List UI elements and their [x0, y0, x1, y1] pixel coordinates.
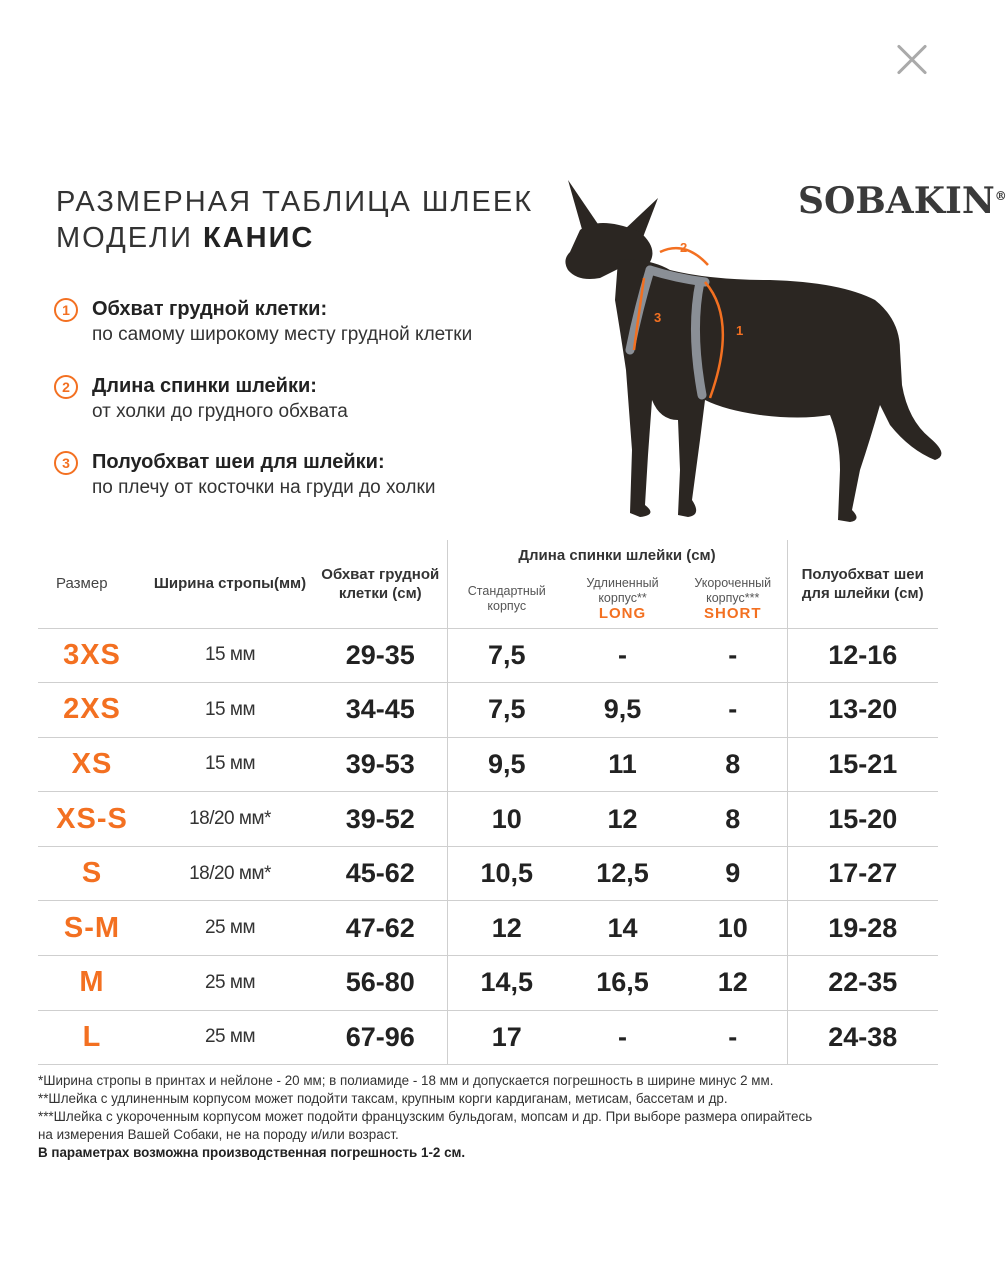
dog-illustration [540, 170, 970, 540]
cell-strap: 25 мм [146, 1010, 314, 1065]
measure-title: Полуобхват шеи для шлейки: [92, 451, 385, 473]
brand-logo: SOBAKIN® [798, 180, 1007, 222]
cell-short: - [679, 683, 787, 738]
footnote-short-cont: на измерения Вашей Собаки, не на породу и/или возраст. [38, 1127, 399, 1142]
cell-size: 3XS [38, 628, 146, 683]
header-strap: Ширина стропы(мм) [153, 575, 307, 593]
table-row [38, 956, 938, 1011]
measure-item-back [54, 373, 534, 425]
model-name: КАНИС [203, 222, 315, 254]
cell-size: S-M [38, 901, 146, 956]
cell-strap: 18/20 мм* [146, 792, 314, 847]
measure-number: 3 [54, 451, 78, 475]
cell-chest: 47-62 [314, 901, 447, 956]
cell-short: - [679, 1010, 787, 1065]
measure-item-neck [54, 449, 534, 501]
cell-standard: 14,5 [447, 956, 566, 1011]
cell-short: 12 [679, 956, 787, 1011]
cell-neck: 24-38 [787, 1010, 938, 1065]
cell-size: M [38, 956, 146, 1011]
dog-mark-3: 3 [654, 310, 662, 325]
cell-long: 12,5 [566, 846, 679, 901]
table-row [38, 628, 938, 683]
cell-strap: 25 мм [146, 956, 314, 1011]
header-standard: Стандартный корпус [447, 570, 566, 628]
cell-short: - [679, 628, 787, 683]
cell-chest: 67-96 [314, 1010, 447, 1065]
cell-short: 10 [679, 901, 787, 956]
cell-chest: 34-45 [314, 683, 447, 738]
cell-short: 8 [679, 737, 787, 792]
cell-long: 16,5 [566, 956, 679, 1011]
measure-number: 1 [54, 298, 78, 322]
header-chest: Обхват грудной клетки (см) [321, 565, 440, 602]
table-row [38, 846, 938, 901]
cell-chest: 56-80 [314, 956, 447, 1011]
cell-long: 12 [566, 792, 679, 847]
measure-item-chest [54, 296, 534, 348]
cell-long: 9,5 [566, 683, 679, 738]
long-tag: LONG [598, 605, 647, 623]
measure-desc: от холки до грудного обхвата [92, 401, 348, 422]
cell-short: 8 [679, 792, 787, 847]
table-row [38, 792, 938, 847]
footnotes [38, 1072, 958, 1162]
footnote-tolerance: В параметрах возможна производственная погрешность 1-2 см. [38, 1145, 466, 1160]
header-long: Удлиненный корпус** LONG [566, 570, 679, 628]
header-back-length: Длина спинки шлейки (см) [447, 540, 787, 570]
title-line-2: МОДЕЛИ КАНИС [56, 222, 315, 254]
cell-standard: 7,5 [447, 683, 566, 738]
cell-neck: 13-20 [787, 683, 938, 738]
cell-size: XS [38, 737, 146, 792]
cell-chest: 45-62 [314, 846, 447, 901]
cell-standard: 10 [447, 792, 566, 847]
header-neck: Полуобхват шеи для шлейки (см) [787, 540, 938, 628]
close-button[interactable] [888, 36, 936, 84]
dog-mark-2: 2 [680, 240, 688, 255]
cell-size: L [38, 1010, 146, 1065]
cell-size: XS-S [38, 792, 146, 847]
cell-chest: 39-52 [314, 792, 447, 847]
table-row [38, 737, 938, 792]
cell-long: 14 [566, 901, 679, 956]
cell-standard: 10,5 [447, 846, 566, 901]
cell-long: - [566, 628, 679, 683]
size-table [38, 540, 938, 1065]
cell-neck: 15-20 [787, 792, 938, 847]
footnote-strap: *Ширина стропы в принтах и нейлоне - 20 мм; в полиамиде - 18 мм и допускается погрешность в ширине минус 2 мм. [38, 1073, 774, 1088]
cell-standard: 7,5 [447, 628, 566, 683]
cell-long: - [566, 1010, 679, 1065]
measure-desc: по плечу от косточки на груди до холки [92, 477, 436, 498]
measure-desc: по самому широкому месту грудной клетки [92, 324, 473, 345]
cell-chest: 29-35 [314, 628, 447, 683]
page-title [56, 184, 556, 256]
table-row [38, 683, 938, 738]
footnote-short: ***Шлейка с укороченным корпусом может подойти французским бульдогам, мопсам и др. При выборе размера опирайтесь [38, 1109, 813, 1124]
table-row [38, 901, 938, 956]
header-short: Укороченный корпус*** SHORT [679, 570, 787, 628]
cell-chest: 39-53 [314, 737, 447, 792]
footnote-long: **Шлейка с удлиненным корпусом может подойти таксам, крупным корги кардиганам, метисам, бассетам и др. [38, 1091, 728, 1106]
cell-standard: 17 [447, 1010, 566, 1065]
cell-size: S [38, 846, 146, 901]
header-size: Размер [56, 575, 108, 593]
cell-strap: 25 мм [146, 901, 314, 956]
short-tag: SHORT [704, 605, 762, 623]
measure-title: Длина спинки шлейки: [92, 375, 317, 397]
cell-long: 11 [566, 737, 679, 792]
cell-neck: 19-28 [787, 901, 938, 956]
cell-short: 9 [679, 846, 787, 901]
table-row [38, 1010, 938, 1065]
cell-neck: 12-16 [787, 628, 938, 683]
cell-standard: 12 [447, 901, 566, 956]
cell-neck: 22-35 [787, 956, 938, 1011]
cell-strap: 15 мм [146, 683, 314, 738]
measure-title: Обхват грудной клетки: [92, 298, 328, 320]
cell-strap: 15 мм [146, 737, 314, 792]
cell-neck: 17-27 [787, 846, 938, 901]
cell-strap: 18/20 мм* [146, 846, 314, 901]
cell-neck: 15-21 [787, 737, 938, 792]
title-line-1: РАЗМЕРНАЯ ТАБЛИЦА ШЛЕЕК [56, 186, 534, 218]
cell-standard: 9,5 [447, 737, 566, 792]
cell-strap: 15 мм [146, 628, 314, 683]
measure-number: 2 [54, 375, 78, 399]
dog-mark-1: 1 [736, 323, 744, 338]
cell-size: 2XS [38, 683, 146, 738]
